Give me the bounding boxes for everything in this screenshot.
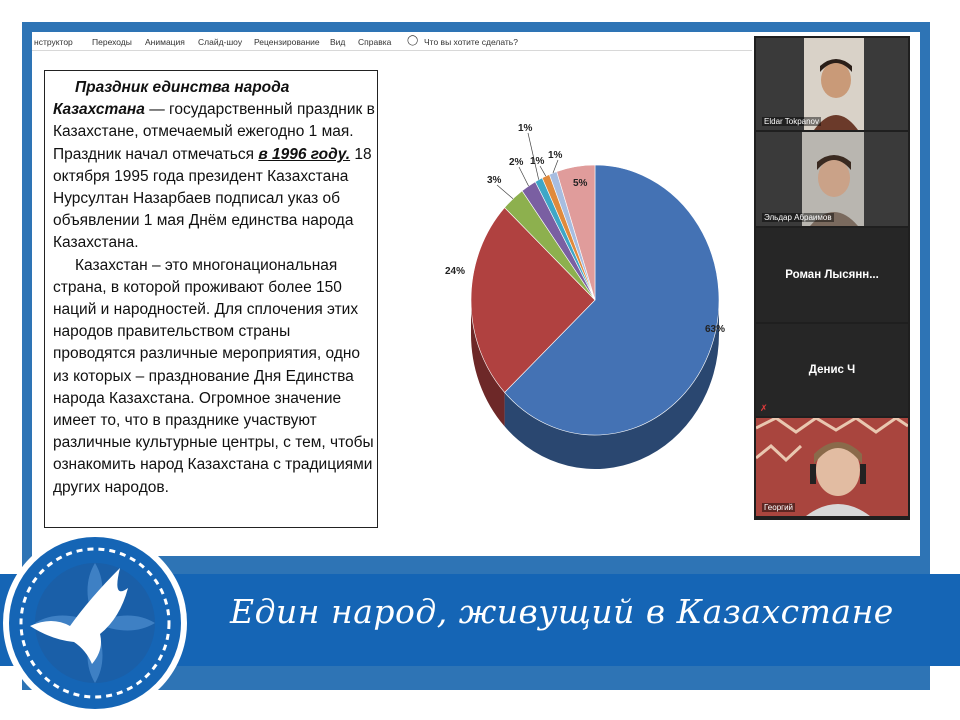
ribbon-tab-review[interactable]: Рецензирование	[254, 37, 320, 47]
pie-label-4: 1%	[518, 123, 533, 134]
text-paragraph-1a: — государственный праздник в Казахстане, отмечаемый ежегодно 1 мая. Праздник начал отмечаться	[53, 101, 375, 163]
screen-share	[32, 32, 920, 556]
participant-video-2	[756, 132, 908, 226]
text-year: в 1996 году.	[258, 145, 351, 163]
lightbulb-icon: ◯	[407, 35, 419, 46]
ribbon-tab-animation[interactable]: Анимация	[145, 37, 185, 47]
participant-name-5: Георгий	[764, 503, 793, 512]
ribbon-tab-slideshow[interactable]: Слайд-шоу	[198, 37, 243, 47]
participant-tile-3[interactable]	[756, 228, 908, 322]
ribbon-tab-transitions[interactable]: Переходы	[92, 37, 132, 47]
participant-name-1: Eldar Tokpanov	[764, 117, 819, 126]
pie-label-7: 5%	[573, 178, 588, 189]
tell-me-search[interactable]: Что вы хотите сделать?	[424, 37, 518, 47]
ribbon-tab-help[interactable]: Справка	[358, 37, 392, 47]
pie-label-5: 1%	[530, 156, 545, 167]
pie-label-3: 2%	[509, 157, 524, 168]
muted-mic-icon: ✗	[760, 403, 768, 413]
participant-name-3: Роман Лысянн...	[785, 269, 879, 281]
text-paragraph-1b: 18 октября 1995 года президент Казахстана Нурсултан Назарбаев подписал указ об объявлении 1 мая Днём единства народа Казахстана.	[53, 145, 372, 252]
participant-name-2: Эльдар Абраимов	[764, 213, 832, 222]
pie-label-2: 3%	[487, 175, 502, 186]
participant-tile-5[interactable]	[756, 418, 908, 516]
pie-chart	[32, 32, 752, 556]
pie-leader-6	[553, 160, 558, 173]
pie-label-0: 63%	[705, 324, 726, 335]
dove-emblem-logo	[0, 528, 190, 718]
participants-panel	[754, 36, 910, 520]
participant-tile-2[interactable]	[756, 132, 908, 226]
banner-title: Един народ, живущий в Казахстане	[230, 592, 894, 631]
participant-video-5	[756, 418, 908, 516]
ribbon-tab-view[interactable]: Вид	[330, 37, 346, 47]
participant-tile-1[interactable]	[756, 38, 908, 130]
pie-leader-3	[519, 167, 529, 186]
participant-name-4: Денис Ч	[808, 364, 856, 376]
pie-leader-2	[497, 185, 513, 199]
pie-leader-5	[540, 166, 546, 176]
pie-label-1: 24%	[445, 266, 466, 277]
pie-label-6: 1%	[548, 150, 563, 161]
text-paragraph-2: Казахстан – это многонациональная страна, в которой проживают более 150 наций и народностей. Для сплочения этих народов правительством страны проводятся различные мероприятия, одно из которых – празднование Дня Единства народа Казахстана. Огромное значение имеет то, что в празднике участвуют различные культурные центры, с тем, чтобы ознакомить народ Казахстана с традициями других народов.	[53, 256, 374, 496]
text-heading: Праздник единства народа Казахстана	[53, 79, 290, 119]
ribbon-tab-designer[interactable]: нструктор	[34, 37, 73, 47]
participant-tile-4[interactable]	[756, 324, 908, 416]
